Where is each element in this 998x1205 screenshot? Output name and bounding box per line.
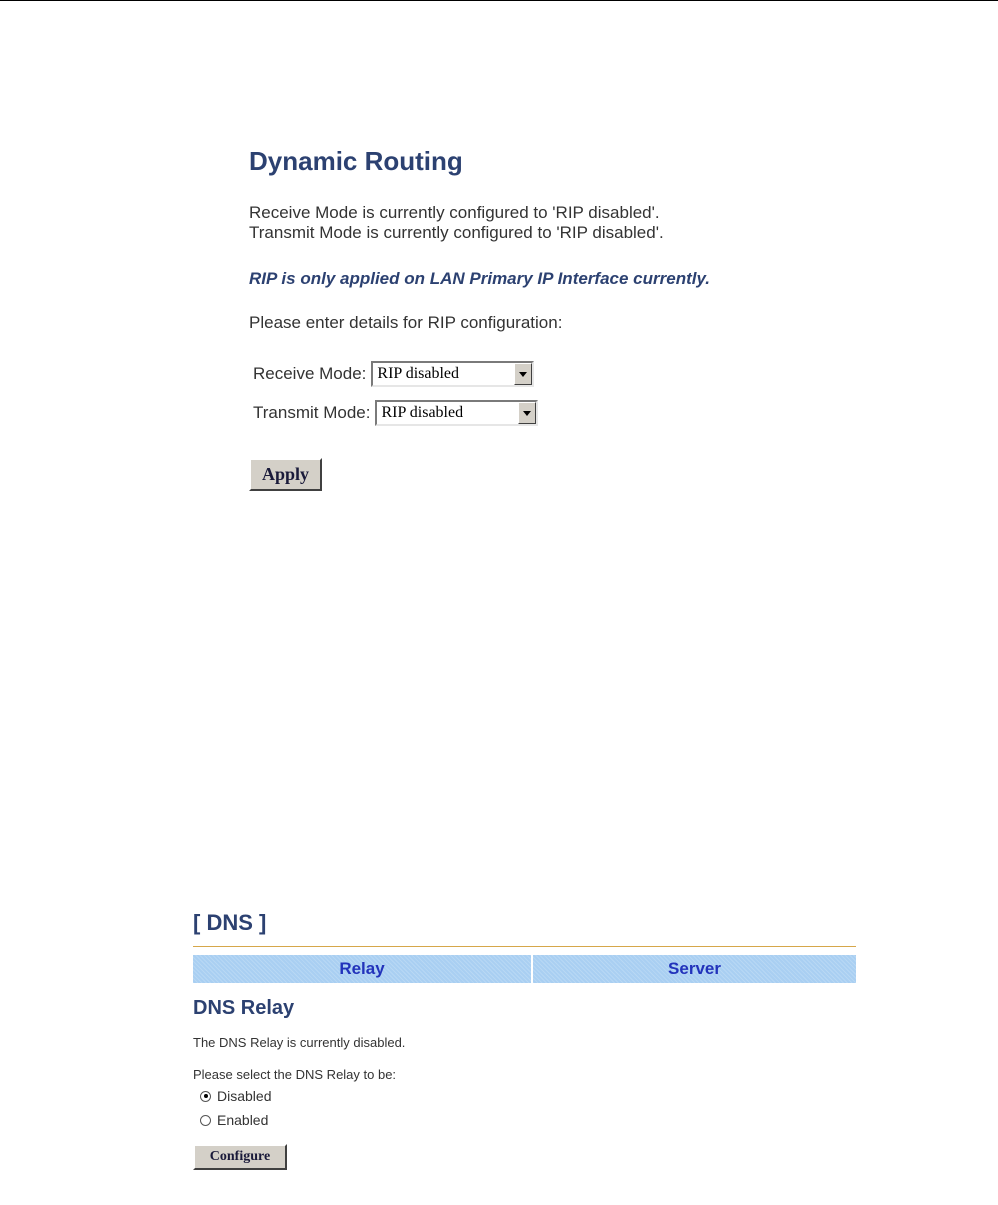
- transmit-status-text: Transmit Mode is currently configured to 'RIP disabled'.: [249, 223, 664, 242]
- page-title: Dynamic Routing: [249, 146, 463, 176]
- apply-button[interactable]: Apply: [249, 458, 322, 491]
- dns-header-divider: [193, 946, 856, 947]
- receive-mode-select[interactable]: [371, 361, 534, 387]
- radio-enabled-label[interactable]: Enabled: [217, 1112, 269, 1128]
- rip-status: [249, 203, 869, 243]
- transmit-mode-select[interactable]: [375, 400, 538, 426]
- radio-enabled[interactable]: [200, 1115, 211, 1126]
- chevron-down-icon: [519, 372, 527, 377]
- radio-disabled[interactable]: [200, 1091, 211, 1102]
- tab-server[interactable]: Server: [533, 955, 856, 983]
- dns-relay-status: The DNS Relay is currently disabled.: [193, 1035, 406, 1050]
- chevron-down-icon: [523, 411, 531, 416]
- dynamic-routing-panel: [249, 145, 869, 491]
- transmit-mode-label: Transmit Mode:: [253, 403, 371, 422]
- dns-relay-title: DNS Relay: [193, 997, 295, 1019]
- option-enabled-row[interactable]: [200, 1108, 856, 1132]
- tab-relay[interactable]: Relay: [193, 955, 531, 983]
- dns-header: [ DNS ]: [193, 910, 267, 935]
- top-divider: [0, 0, 998, 1]
- rip-prompt: Please enter details for RIP configuration:: [249, 313, 563, 332]
- rip-form: [253, 357, 869, 430]
- receive-mode-value: RIP disabled: [377, 365, 460, 382]
- dns-relay-prompt: Please select the DNS Relay to be:: [193, 1067, 397, 1082]
- dns-panel: [193, 908, 856, 1170]
- receive-status-text: Receive Mode is currently configured to 'RIP disabled'.: [249, 203, 660, 222]
- transmit-mode-value: RIP disabled: [381, 404, 464, 421]
- transmit-mode-row: [253, 396, 869, 430]
- rip-note: RIP is only applied on LAN Primary IP Interface currently.: [249, 269, 711, 288]
- receive-mode-dropdown-button[interactable]: [514, 363, 532, 385]
- transmit-mode-dropdown-button[interactable]: [518, 402, 536, 424]
- option-disabled-row[interactable]: [200, 1084, 856, 1108]
- configure-button[interactable]: Configure: [193, 1144, 287, 1170]
- receive-mode-label: Receive Mode:: [253, 364, 367, 383]
- radio-disabled-label[interactable]: Disabled: [217, 1088, 272, 1104]
- receive-mode-row: [253, 357, 869, 391]
- dns-tabs: [193, 955, 856, 983]
